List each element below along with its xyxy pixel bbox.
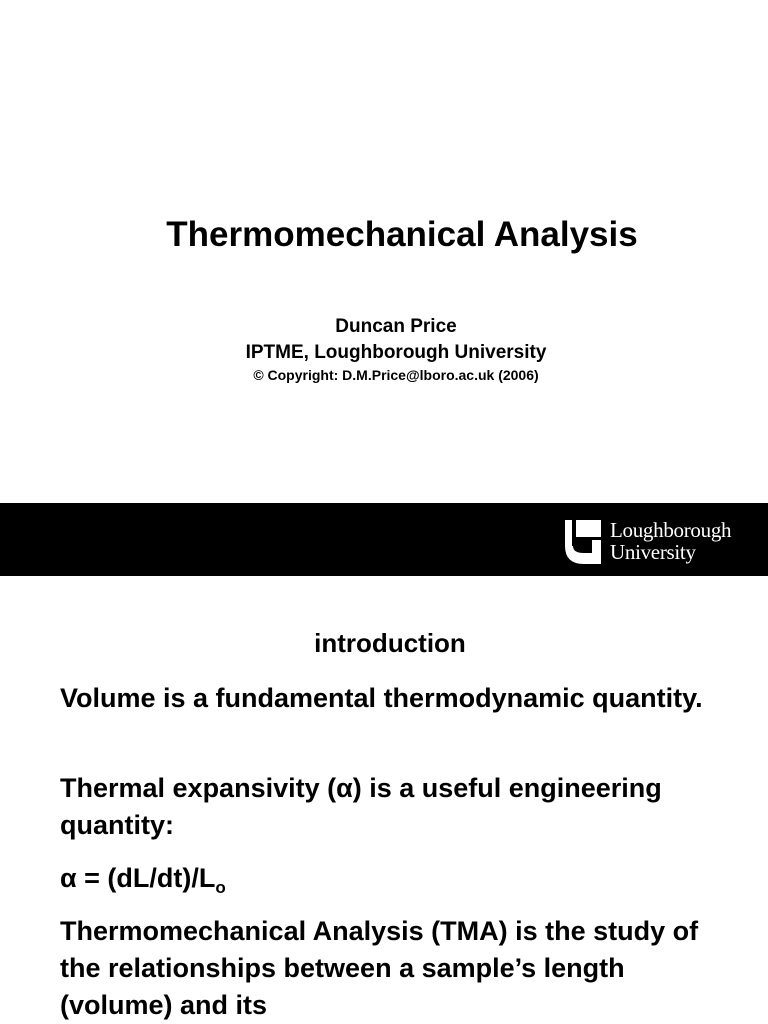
section-heading: introduction <box>314 628 466 658</box>
paragraph-thermal-expansivity: Thermal expansivity (α) is a useful engineering quantity: <box>60 773 662 840</box>
logo-text-line-2: University <box>610 540 696 564</box>
formula-subscript: o <box>215 878 226 897</box>
expansivity-formula <box>60 860 710 906</box>
formula-main: α = (dL/dt)/L <box>60 863 216 893</box>
presentation-title: Thermomechanical Analysis <box>166 215 638 254</box>
university-logo <box>564 519 731 565</box>
title-slide <box>0 0 768 503</box>
logo-text-line-1: Loughborough <box>610 518 732 542</box>
introduction-slide <box>0 576 768 1024</box>
university-logo-text <box>610 519 731 563</box>
university-banner <box>0 503 768 576</box>
paragraph-tma-definition: Thermomechanical Analysis (TMA) is the study of the relationships between a sample’s length (volume) and its <box>60 916 699 1020</box>
loughborough-university-crest-icon <box>564 519 604 565</box>
author-name: Duncan Price <box>335 316 457 337</box>
author-affiliation: IPTME, Loughborough University <box>245 342 547 363</box>
copyright-notice: © Copyright: D.M.Price@lboro.ac.uk (2006) <box>253 367 539 383</box>
author-block <box>0 314 768 385</box>
paragraph-volume: Volume is a fundamental thermodynamic quantity. <box>60 683 703 713</box>
